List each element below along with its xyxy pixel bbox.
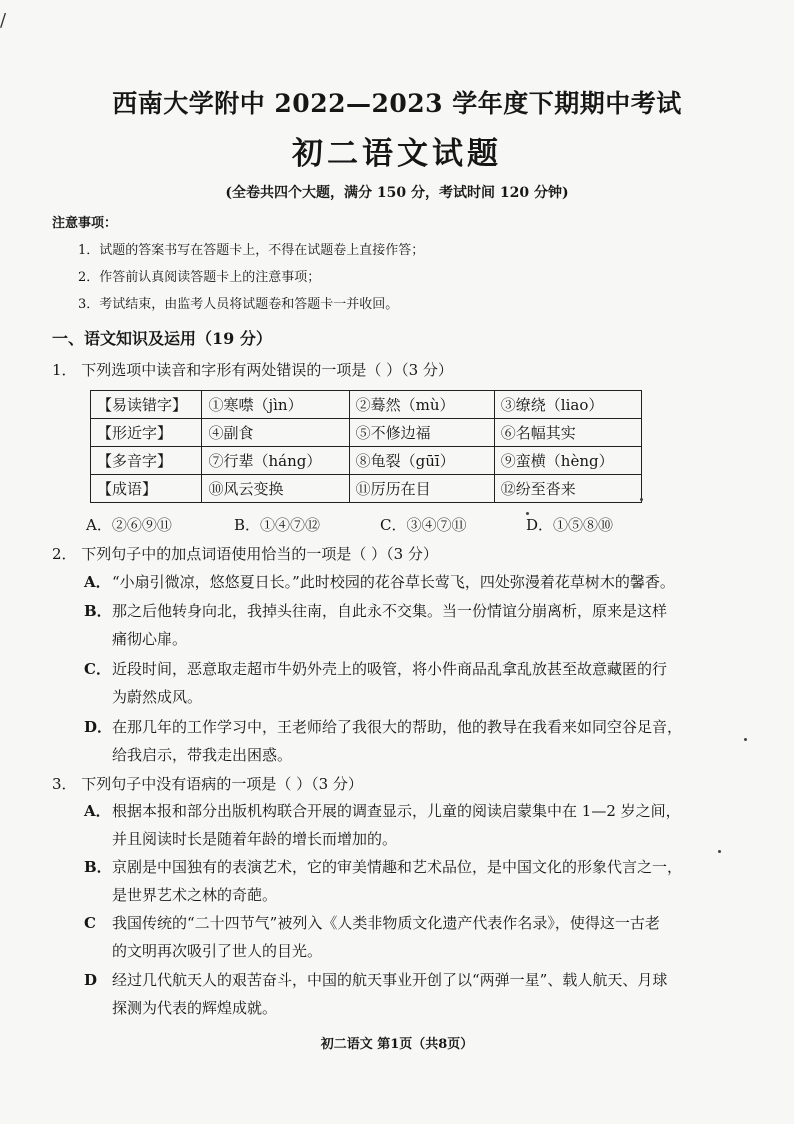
option-text-continued: 痛彻心扉。 <box>112 630 188 648</box>
exam-title: 西南大学附中 2022—2023 学年度下期期中考试 <box>112 89 682 118</box>
note-item: 2．作答前认真阅读答题卡上的注意事项； <box>78 270 321 285</box>
option-text-continued: 为蔚然成风。 <box>112 688 203 706</box>
option-letter: A． <box>84 573 111 591</box>
table-cell: 【成语】 <box>91 475 202 503</box>
option-letter: C． <box>84 660 111 678</box>
table-row <box>91 391 642 419</box>
question-1-stem: 1． 下列选项中读音和字形有两处错误的一项是（ ）（3 分） <box>52 361 453 379</box>
table-row <box>91 475 642 503</box>
option-text: 我国传统的“二十四节气”被列入《人类非物质文化遗产代表作名录》，使得这一古老 <box>112 914 660 932</box>
scan-speck <box>718 850 721 853</box>
section-heading: 一、语文知识及运用（19 分） <box>52 329 272 348</box>
notes-heading: 注意事项： <box>52 216 118 231</box>
question-3 <box>52 770 363 798</box>
scan-speck <box>640 498 643 501</box>
table-cell: ⑨蛮横（hèng） <box>494 447 641 475</box>
notes-block <box>52 212 424 318</box>
option-text-continued: 是世界艺术之林的奇葩。 <box>112 886 278 904</box>
table-row <box>91 419 642 447</box>
table-cell: 【易读错字】 <box>91 391 202 419</box>
option-d: D．①⑤⑧⑩ <box>526 516 614 534</box>
question-2-option-a <box>84 568 724 596</box>
corner-mark: / <box>0 10 7 31</box>
scan-speck <box>744 738 747 741</box>
page-footer: 初二语文 第1页（共8页） <box>320 1037 474 1052</box>
question-3-option-d <box>84 966 724 1022</box>
option-letter: B． <box>84 602 112 620</box>
scan-speck <box>526 512 529 515</box>
option-text: 经过几代航天人的艰苦奋斗，中国的航天事业开创了以“两弹一星”、载人航天、月球 <box>112 971 668 989</box>
question-2-option-b <box>84 597 724 653</box>
question-2-stem: 2． 下列句子中的加点词语使用恰当的一项是（ ）（3 分） <box>52 545 438 563</box>
exam-subject-title: 初二语文试题 <box>292 136 502 172</box>
option-text: 在那几年的工作学习中，王老师给了我很大的帮助，他的教导在我看来如同空谷足音， <box>112 718 683 736</box>
option-text-continued: 并且阅读时长是随着年龄的增长而增加的。 <box>112 830 398 848</box>
question-3-option-b <box>84 853 724 909</box>
option-text-continued: 探测为代表的辉煌成就。 <box>112 999 278 1017</box>
option-text-continued: 的文明再次吸引了世人的目光。 <box>112 942 323 960</box>
table-cell: ④副食 <box>202 419 349 447</box>
option-letter: A． <box>84 802 111 820</box>
table-cell: 【形近字】 <box>91 419 202 447</box>
question-2-option-d <box>84 713 724 769</box>
table-cell: ⑩风云变换 <box>202 475 349 503</box>
question-1-options <box>86 514 666 535</box>
option-text: 近段时间，恶意取走超市牛奶外壳上的吸管，将小件商品乱拿乱放甚至故意藏匿的行 <box>112 660 668 678</box>
option-text: 京剧是中国独有的表演艺术，它的审美情趣和艺术品位，是中国文化的形象代言之一， <box>112 858 683 876</box>
question-3-option-a <box>84 797 724 853</box>
note-item: 1．试题的答案书写在答题卡上，不得在试题卷上直接作答； <box>78 243 425 258</box>
table-cell: 【多音字】 <box>91 447 202 475</box>
option-c: C．③④⑦⑪ <box>380 516 467 534</box>
table-cell: ⑧龟裂（gūī） <box>349 447 494 475</box>
option-letter: C <box>84 914 96 932</box>
table-cell: ⑪厉历在目 <box>349 475 494 503</box>
exam-info: (全卷共四个大题，满分 150 分，考试时间 120 分钟) <box>225 185 569 201</box>
option-text: “小扇引微凉，悠悠夏日长。”此时校园的花谷草长莺飞，四处弥漫着花草树木的馨香。 <box>112 573 675 591</box>
table-cell: ①寒噤（jìn） <box>202 391 349 419</box>
table-cell: ②蓦然（mù） <box>349 391 494 419</box>
question-1-table <box>90 390 642 503</box>
question-3-stem: 3． 下列句子中没有语病的一项是（ ）（3 分） <box>52 775 363 793</box>
option-letter: D． <box>84 718 113 736</box>
question-2-option-c <box>84 655 724 711</box>
question-3-option-c <box>84 909 724 965</box>
option-text: 根据本报和部分出版机构联合开展的调查显示，儿童的阅读启蒙集中在 1—2 岁之间， <box>112 802 681 820</box>
option-a: A．②⑥⑨⑪ <box>86 516 172 534</box>
option-text-continued: 给我启示，带我走出困惑。 <box>112 746 293 764</box>
question-2 <box>52 540 438 568</box>
option-letter: B． <box>84 858 112 876</box>
table-cell: ⑫纷至沓来 <box>494 475 641 503</box>
table-row <box>91 447 642 475</box>
table-cell: ⑥名幅其实 <box>494 419 641 447</box>
option-b: B．①④⑦⑫ <box>234 516 321 534</box>
note-item: 3．考试结束，由监考人员将试题卷和答题卡一并收回。 <box>78 297 399 312</box>
table-cell: ③缭绕（liao） <box>494 391 641 419</box>
table-cell: ⑤不修边福 <box>349 419 494 447</box>
question-1 <box>52 356 453 384</box>
table-cell: ⑦行辈（háng） <box>202 447 349 475</box>
option-letter: D <box>84 971 98 989</box>
option-text: 那之后他转身向北，我掉头往南，自此永不交集。当一份情谊分崩离析，原来是这样 <box>112 602 668 620</box>
